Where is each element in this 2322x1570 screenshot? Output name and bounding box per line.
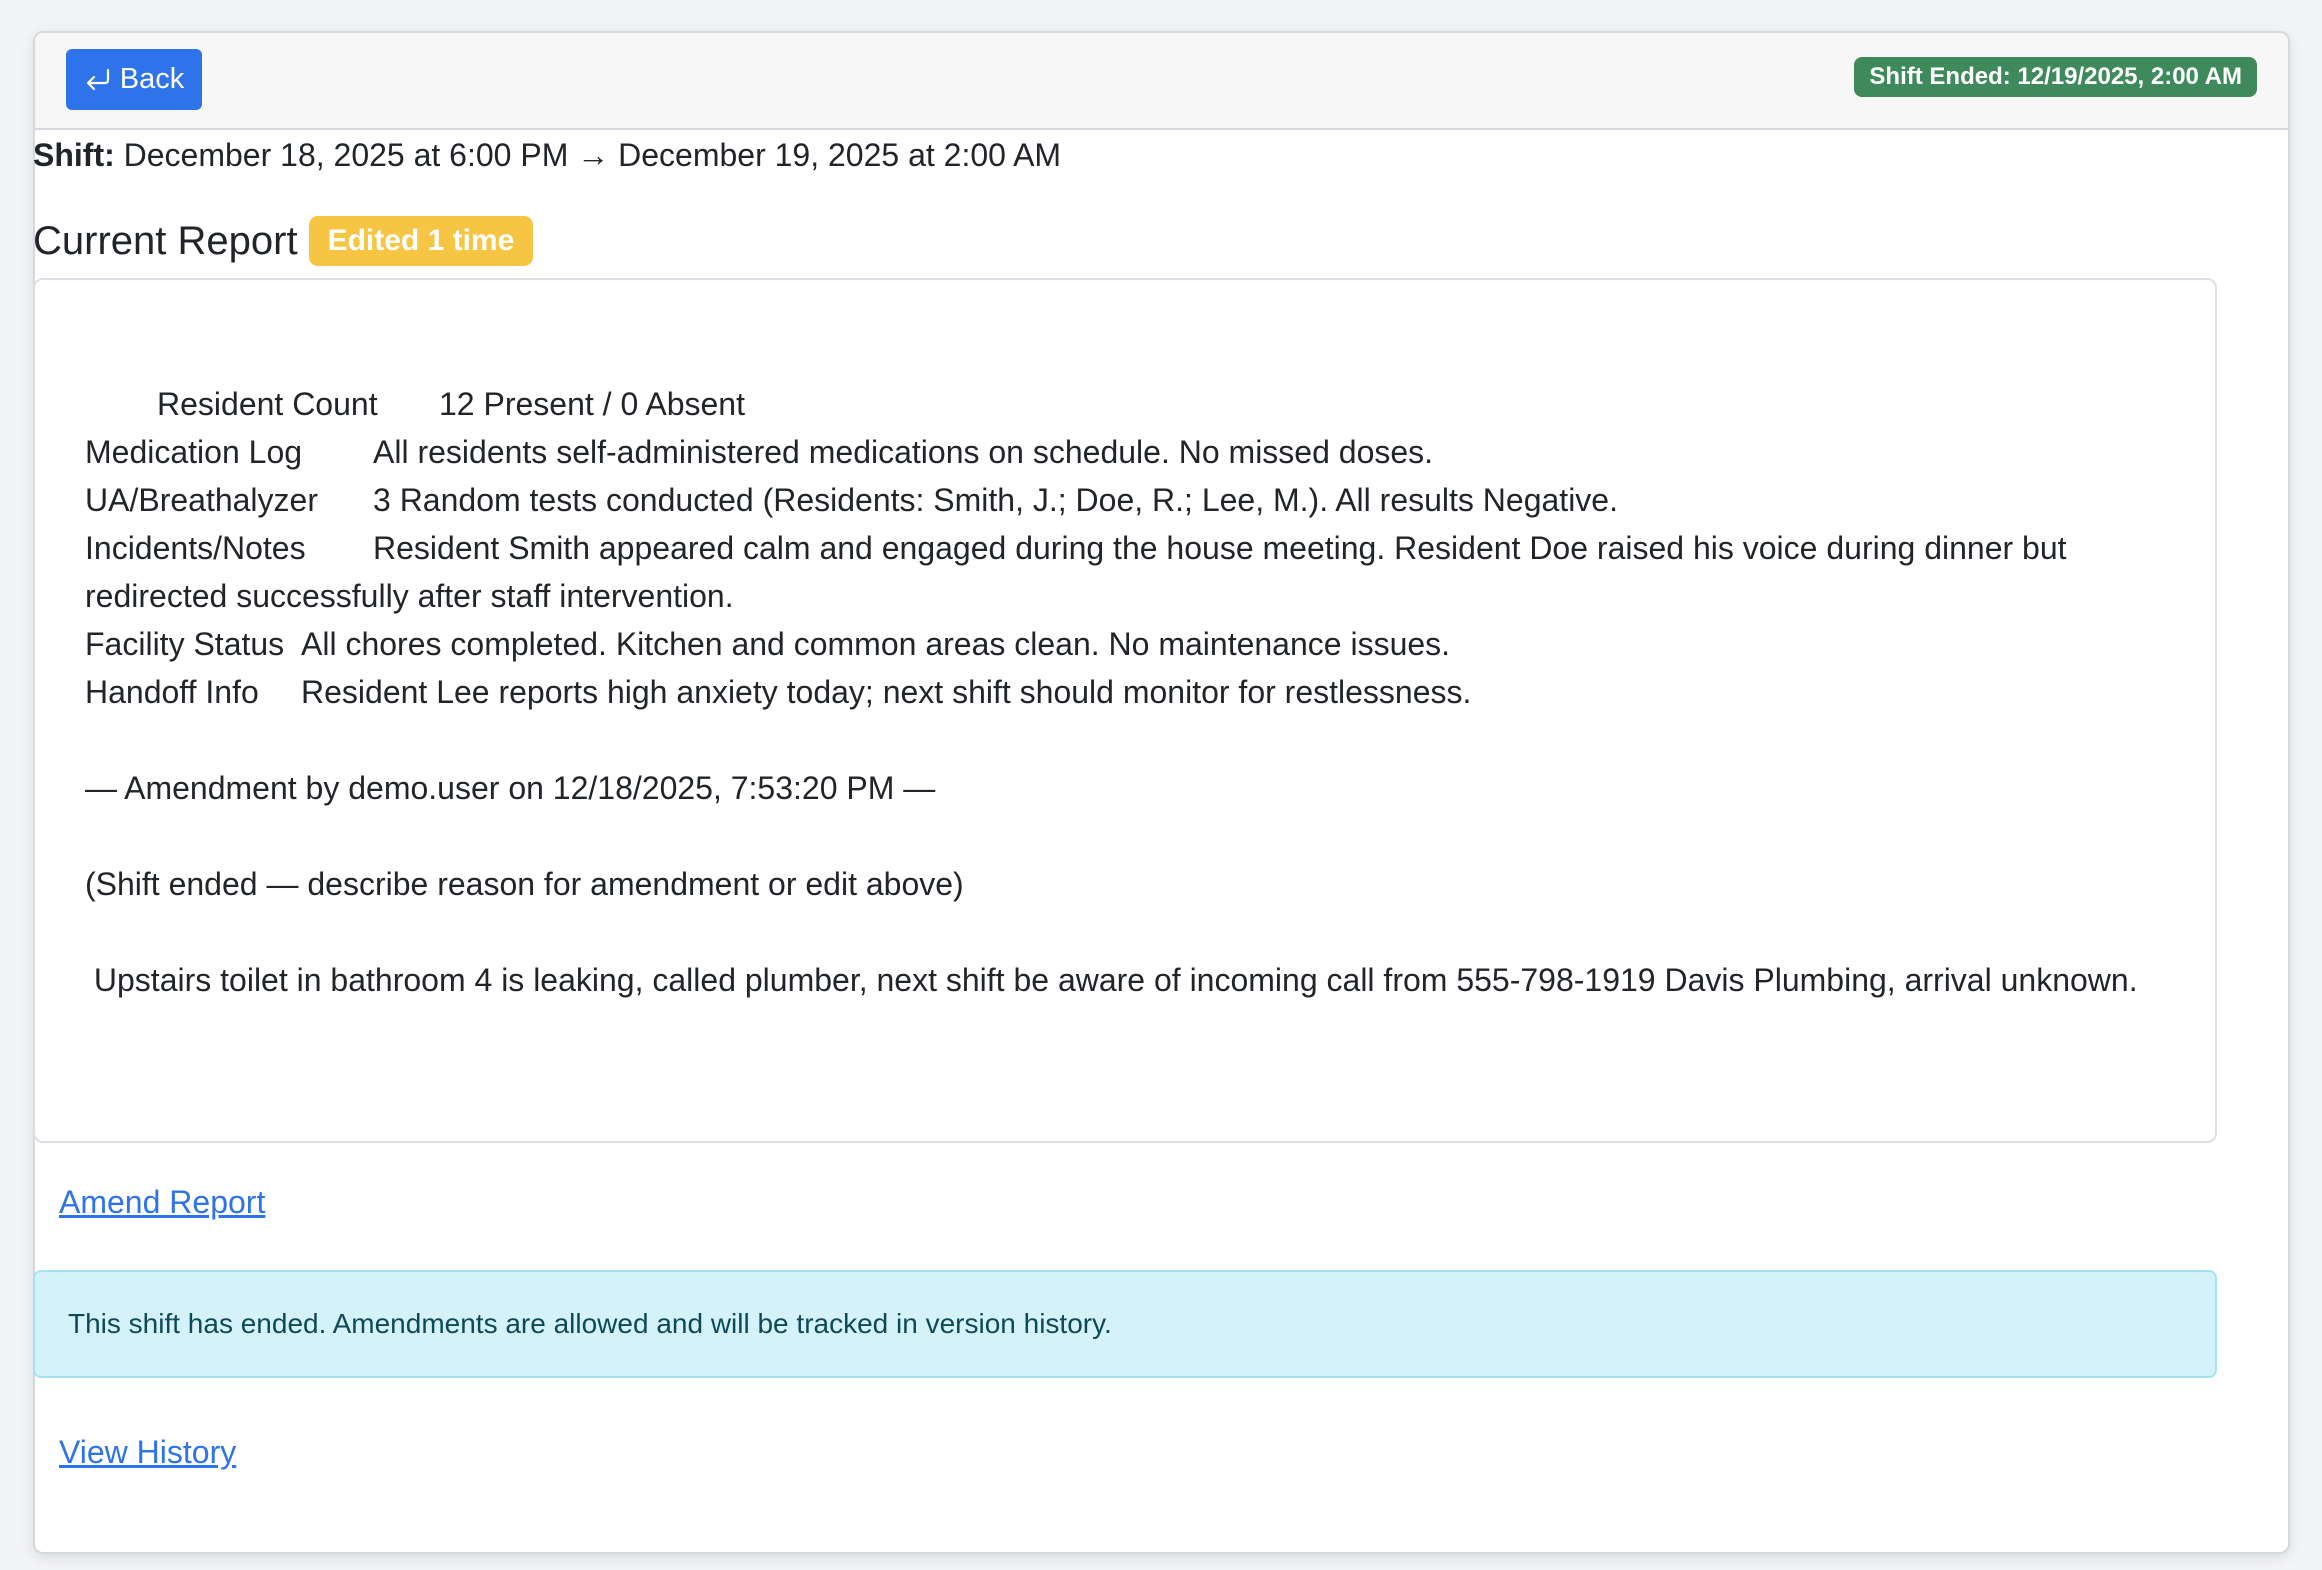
report-value: All residents self-administered medications on schedule. No missed doses. xyxy=(373,434,1434,470)
report-value: Resident Smith appeared calm and engaged during the house meeting. Resident Doe raised his voice during dinner but redirected successfully after staff intervention. xyxy=(85,530,2067,614)
edited-count-badge: Edited 1 time xyxy=(309,216,534,266)
report-row-handoff-info xyxy=(85,668,2175,716)
spacer xyxy=(85,908,2175,956)
card-header xyxy=(35,33,2288,130)
report-row-resident-count xyxy=(85,380,2175,428)
report-text xyxy=(85,380,2175,1004)
current-report-heading xyxy=(33,213,533,269)
back-button[interactable] xyxy=(66,49,202,110)
amend-report-link[interactable]: Amend Report xyxy=(59,1184,266,1220)
report-value: All chores completed. Kitchen and common areas clean. No maintenance issues. xyxy=(301,626,1451,662)
return-arrow-icon xyxy=(84,67,112,93)
shift-label: Shift: xyxy=(33,137,115,173)
amendment-note: (Shift ended — describe reason for amendment or edit above) xyxy=(85,866,964,902)
report-value: Resident Lee reports high anxiety today; next shift should monitor for restlessness. xyxy=(301,674,1472,710)
report-key: Incidents/Notes xyxy=(85,530,306,566)
view-history-link[interactable]: View History xyxy=(59,1434,237,1470)
report-value: 3 Random tests conducted (Residents: Smith, J.; Doe, R.; Lee, M.). All results Negative. xyxy=(373,482,1618,518)
report-row-incidents-notes xyxy=(85,524,2175,620)
report-row-medication-log xyxy=(85,428,2175,476)
report-key: Resident Count xyxy=(157,386,378,422)
report-row-ua-breathalyzer xyxy=(85,476,2175,524)
spacer xyxy=(85,812,2175,860)
report-key: Facility Status xyxy=(85,626,285,662)
report-key: Medication Log xyxy=(85,434,303,470)
shift-ended-alert: This shift has ended. Amendments are allowed and will be tracked in version history. xyxy=(33,1270,2217,1378)
report-row-facility-status xyxy=(85,620,2175,668)
amendment-header: — Amendment by demo.user on 12/18/2025, 7:53:20 PM — xyxy=(85,770,936,806)
back-button-label: Back xyxy=(119,63,185,95)
report-content-box xyxy=(33,278,2217,1143)
report-key: UA/Breathalyzer xyxy=(85,482,318,518)
report-value: 12 Present / 0 Absent xyxy=(439,386,745,422)
shift-range-text: December 18, 2025 at 6:00 PM → December 19, 2025 at 2:00 AM xyxy=(123,137,1062,173)
shift-ended-badge: Shift Ended: 12/19/2025, 2:00 AM xyxy=(1854,57,2257,97)
spacer xyxy=(85,716,2175,764)
report-key: Handoff Info xyxy=(85,674,259,710)
amendment-text: Upstairs toilet in bathroom 4 is leaking, called plumber, next shift be aware of incoming call from 555-798-1919 Davis Plumbing, arrival unknown. xyxy=(85,962,2138,998)
shift-range xyxy=(33,135,1061,175)
current-report-title: Current Report xyxy=(33,219,298,263)
